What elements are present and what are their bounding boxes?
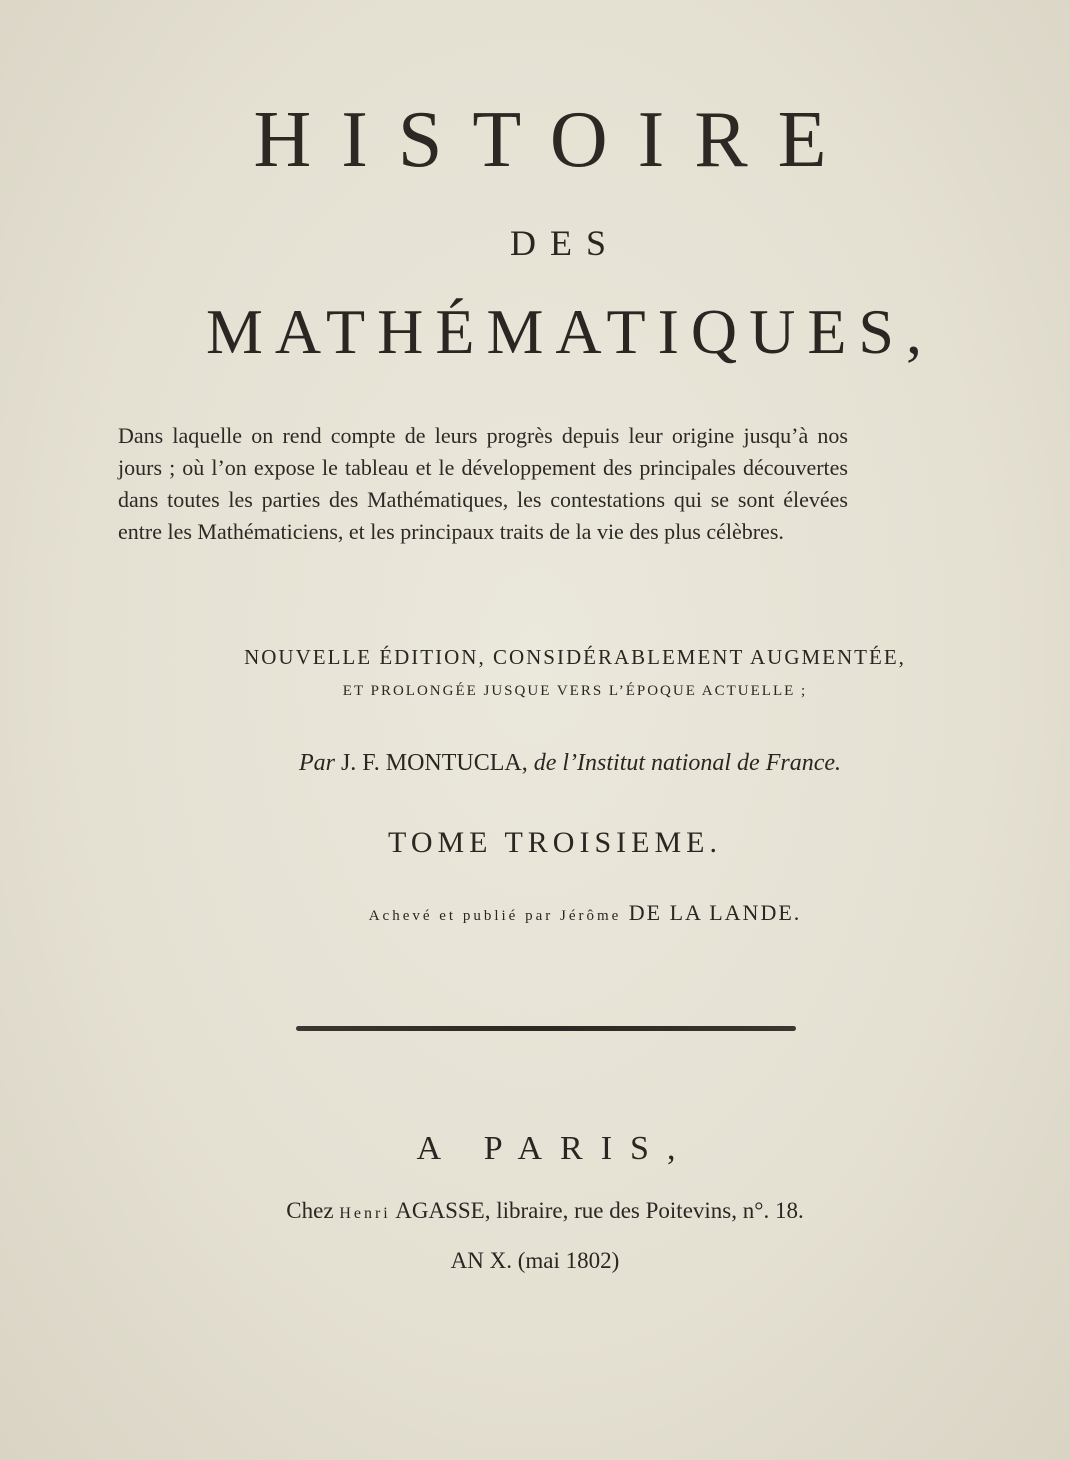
edition-line-2: ET PROLONGÉE JUSQUE VERS L’ÉPOQUE ACTUELLE ; xyxy=(342,683,808,699)
imprint-publisher xyxy=(0,1198,1070,1224)
publisher-prefix: Chez xyxy=(286,1198,334,1223)
publisher-first-name: Henri xyxy=(339,1205,391,1222)
author-name: J. F. MONTUCLA, xyxy=(340,750,528,776)
volume-title: TOME TROISIEME. xyxy=(388,826,722,859)
completion-name: DE LA LANDE. xyxy=(628,900,802,925)
publisher-rest: AGASSE, libraire, rue des Poitevins, n°. 18. xyxy=(395,1198,804,1223)
author-affiliation: de l’Institut national de France. xyxy=(533,750,842,776)
edition-line-1: NOUVELLE ÉDITION, CONSIDÉRABLEMENT AUGMENTÉE, xyxy=(244,645,906,669)
author-line xyxy=(0,750,1070,777)
description-paragraph: Dans laquelle on rend compte de leurs progrès depuis leur origine jusqu’à nos jours ; où l’on expose le tableau et le développement des principales découvertes dans toutes les parties des Mathématiques, les contestations qui se sont élevées entre les Mathématiciens, et les principaux traits de la vie des plus célèbres. xyxy=(118,423,848,544)
author-prefix: Par xyxy=(298,750,335,776)
title-des: DES xyxy=(509,223,620,263)
title-histoire: HISTOIRE xyxy=(253,96,857,184)
imprint-date: AN X. (mai 1802) xyxy=(450,1248,620,1273)
completion-prefix: Achevé et publié par Jérôme xyxy=(368,908,622,924)
decorative-rule xyxy=(296,1026,796,1031)
imprint-city: A PARIS, xyxy=(416,1130,694,1167)
title-mathematiques: MATHÉMATIQUES, xyxy=(206,296,934,367)
completion-line xyxy=(0,900,1070,926)
